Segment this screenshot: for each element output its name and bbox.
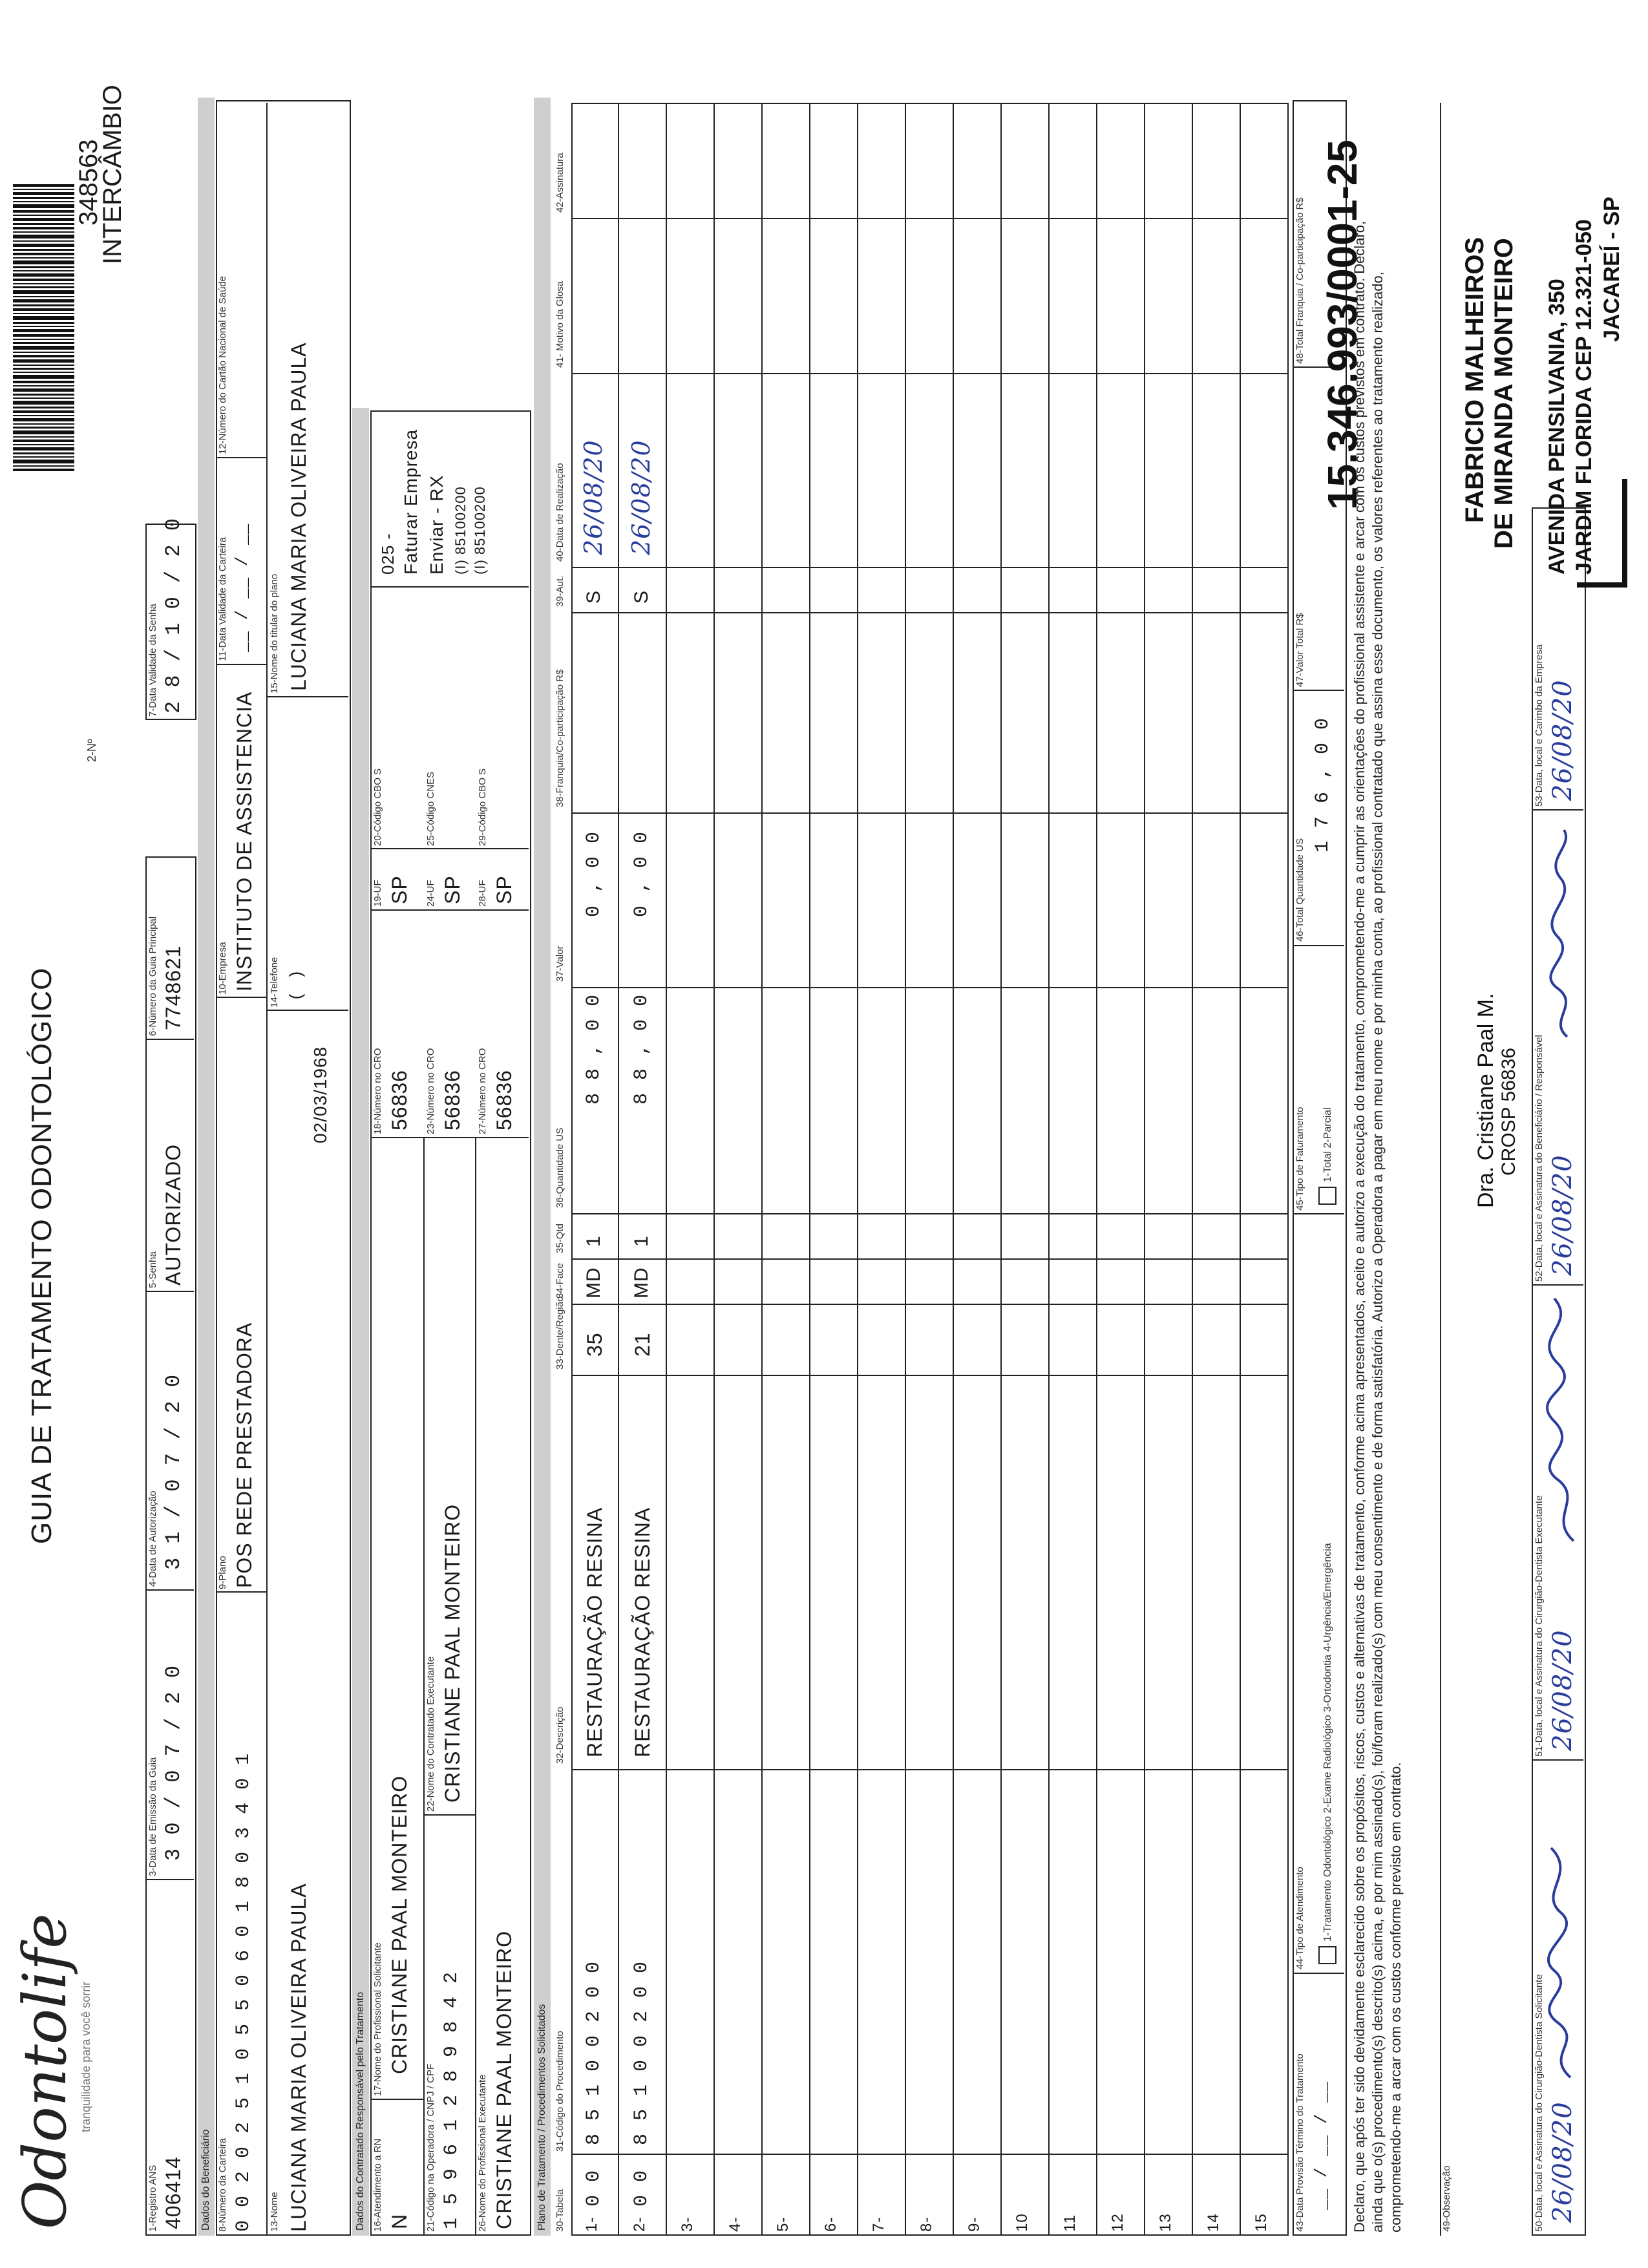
cbo-value: 025 - <box>378 533 397 575</box>
row-number: 6- <box>822 2216 840 2232</box>
table-row <box>1002 103 1050 2236</box>
validade-senha-label: 7-Data Validade da Senha <box>147 604 158 717</box>
uf-label: 19-UF <box>372 880 383 907</box>
form-title: GUIA DE TRATAMENTO ODONTOLÓGICO <box>26 967 58 1544</box>
hdr-franquia: 38-Franquia/Co-participação R$ <box>555 669 565 807</box>
cro3-label: 27-Número no CRO <box>477 1048 488 1134</box>
section-contratado: Dados do Contratado Responsável pelo Tratamento <box>352 408 369 2236</box>
solicitante-label: 17-Nome do Profissional Solicitante <box>372 1942 383 2096</box>
hdr-data-realizacao: 40-Data de Realização <box>555 463 565 562</box>
cell-descricao: RESTAURAÇÃO RESINA <box>631 1507 654 1757</box>
contratado-exec: CRISTIANE PAAL MONTEIRO <box>441 1503 464 1803</box>
row-number: 3- <box>679 2216 696 2232</box>
cbo2-label: 29-Código CBO S <box>477 768 488 846</box>
prof-exec-label: 26-Nome do Profissional Executante <box>477 2074 488 2232</box>
plano: POS REDE PRESTADORA <box>233 1322 256 1588</box>
logo <box>10 1913 93 2229</box>
hdr-qtd: 35-Qtd <box>555 1224 565 1253</box>
total-franquia-label: 48-Total Franquia / Co-participação R$ <box>1294 197 1305 364</box>
hdr-dente: 33-Dente/Região <box>555 1296 565 1370</box>
row-number: 7- <box>870 2216 887 2232</box>
company-stamp-line4: JARDIM FLORIDA CEP 12.321-050 <box>1572 219 1596 575</box>
row-number: 10 <box>1013 2213 1031 2232</box>
table-row <box>1241 103 1289 2236</box>
cell-dente: 35 <box>583 1332 606 1357</box>
row-number: 14 <box>1205 2213 1222 2232</box>
dentist-stamp-name: Dra. Cristiane Paal M. <box>1474 993 1498 1208</box>
note-faturar: Faturar Empresa <box>401 429 421 575</box>
data-emissao-label: 3-Data de Emissão da Guia <box>147 1757 158 1876</box>
cell-data-realizacao: 26/08/20 <box>627 440 655 555</box>
titular-label: 15-Nome do titular do plano <box>269 573 280 694</box>
table-row <box>906 103 954 2236</box>
cns-label: 12-Número do Cartão Nacional de Saúde <box>217 276 228 454</box>
validade-carteira: __ / __ / __ <box>233 523 252 652</box>
uf: SP <box>388 875 411 904</box>
prof-exec: CRISTIANE PAAL MONTEIRO <box>492 1930 516 2229</box>
cnes-label: 25-Código CNES <box>425 771 436 846</box>
telefone: ( ) <box>287 969 306 1001</box>
signature-scribble-3 <box>1538 827 1590 1040</box>
titular: LUCIANA MARIA OLIVEIRA PAULA <box>287 342 310 691</box>
cell-dente: 21 <box>631 1332 654 1357</box>
cell-aut: S <box>631 589 652 604</box>
sig-beneficiario-label: 52-Data, local e Assinatura do Beneficiário / Responsável <box>1534 1035 1545 1282</box>
row-number: 9- <box>966 2216 983 2232</box>
table-row <box>1097 103 1145 2236</box>
table-row <box>571 103 619 2236</box>
intercambio-label: INTERCÂMBIO <box>98 85 127 264</box>
cro2-label: 23-Número no CRO <box>425 1048 436 1134</box>
row-number: 5- <box>774 2216 792 2232</box>
table-row <box>1193 103 1241 2236</box>
logo-text: Odontolife <box>10 1913 79 2229</box>
contratado-exec-label: 22-Nome do Contratado Executante <box>425 1656 436 1812</box>
uf3-label: 28-UF <box>477 880 488 907</box>
nome-label: 13-Nome <box>269 2192 280 2232</box>
cell-valor: 0 , 0 0 <box>631 831 653 917</box>
telefone-label: 14-Telefone <box>269 957 280 1008</box>
cell-codigo: 8 5 1 0 0 2 0 0 <box>583 1960 605 2145</box>
hdr-assinatura: 42-Assinatura <box>555 153 565 213</box>
data-autorizacao: 3 1 / 0 7 / 2 0 <box>162 1373 185 1570</box>
tipo-faturamento-box[interactable] <box>1318 1187 1336 1205</box>
cell-aut: S <box>583 589 604 604</box>
cell-descricao: RESTAURAÇÃO RESINA <box>583 1507 606 1757</box>
sig-cirurgiao-exec-date: 26/08/20 <box>1548 1629 1578 1751</box>
carteira-label: 8-Número da Carteira <box>217 2137 228 2232</box>
hdr-codigo: 31-Código do Procedimento <box>555 2031 565 2152</box>
table-row <box>1050 103 1097 2236</box>
hdr-face: 34-Face <box>555 1262 565 1298</box>
cell-valor: 0 , 0 0 <box>583 831 605 917</box>
table-row <box>619 103 667 2236</box>
senha-label: 5-Senha <box>147 1251 158 1288</box>
registro-ans-label: 1-Registro ANS <box>147 2165 158 2232</box>
data-nascimento: 02/03/1968 <box>310 1046 330 1143</box>
cell-face: MD <box>583 1267 604 1298</box>
uf3: SP <box>492 875 516 904</box>
cell-tabela: 0 0 <box>583 2169 605 2207</box>
section-procedimentos: Plano de Tratamento / Procedimentos Solicitados <box>534 98 551 2236</box>
cell-data-realizacao: 26/08/20 <box>579 440 607 555</box>
row-number: 2- <box>631 2216 648 2232</box>
codigo-operadora-label: 21-Código na Operadora / CNPJ / CPF <box>425 2063 436 2232</box>
registro-ans: 406414 <box>162 2156 185 2229</box>
table-row <box>763 103 810 2236</box>
hdr-tabela: 30-Tabela <box>555 2189 565 2232</box>
empresa: INSTITUTO DE ASSISTENCIA <box>233 691 256 991</box>
cbo-label: 20-Código CBO S <box>372 768 383 846</box>
hdr-motivo-glosa: 41- Motivo da Glosa <box>555 281 565 368</box>
company-stamp-line2: DE MIRANDA MONTEIRO <box>1490 238 1518 549</box>
atendimento-rn-label: 16-Atendimento a RN <box>372 2138 383 2232</box>
senha: AUTORIZADO <box>162 1143 185 1286</box>
row-number: 8- <box>918 2216 935 2232</box>
hdr-descricao: 32-Descrição <box>555 1706 565 1764</box>
note-codigo-1: (I) 85100200 <box>452 486 469 575</box>
total-us-label: 46-Total Quantidade US <box>1294 838 1305 942</box>
sig-empresa-label: 53-Data, local e Carimbo da Empresa <box>1534 644 1545 807</box>
atendimento-rn: N <box>388 2213 411 2229</box>
hdr-qtd-us: 36-Quantidade US <box>555 1127 565 1208</box>
uf2-label: 24-UF <box>425 880 436 907</box>
validade-carteira-label: 11-Data Validade da Carteira <box>217 536 228 661</box>
barcode <box>13 109 74 471</box>
validade-senha: 2 8 / 1 0 / 2 0 <box>162 517 185 714</box>
previsao: __ / __ / __ <box>1312 2081 1331 2210</box>
previsao-label: 43-Data Provisão Término do Tratamento <box>1294 2053 1305 2232</box>
carteira: 0 0 2 0 2 5 1 0 5 5 0 6 0 1 8 0 3 4 0 1 <box>233 1752 255 2232</box>
cro: 56836 <box>388 1070 411 1130</box>
cro-label: 18-Número no CRO <box>372 1048 383 1134</box>
signature-scribble-1 <box>1538 1822 1590 2081</box>
observacao-label: 49-Observação <box>1441 2165 1452 2232</box>
guide-number: 348563 <box>74 139 103 226</box>
sig-beneficiario-date: 26/08/20 <box>1548 1154 1578 1276</box>
cell-codigo: 8 5 1 0 0 2 0 0 <box>631 1960 653 2145</box>
cro3: 56836 <box>492 1070 516 1130</box>
table-row <box>1145 103 1193 2236</box>
hdr-aut: 39-Aut. <box>555 575 565 607</box>
note-codigo-2: (I) 85100200 <box>472 486 488 575</box>
table-row <box>858 103 906 2236</box>
table-row <box>954 103 1002 2236</box>
tipo-atendimento-box[interactable] <box>1318 1946 1336 1964</box>
dentist-stamp-cro: CROSP 56836 <box>1498 1048 1519 1176</box>
data-emissao: 3 0 / 0 7 / 2 0 <box>162 1664 185 1861</box>
row-number: 15 <box>1252 2213 1270 2232</box>
sig-cirurgiao-label: 50-Data, local e Assinatura do Cirurgião-Dentista Solicitante <box>1534 1974 1545 2232</box>
signature-scribble-2 <box>1538 1286 1590 1544</box>
row-number: 13 <box>1157 2213 1174 2232</box>
cell-qtd-us: 8 8 , 0 0 <box>583 993 605 1105</box>
sig-cirurgiao-date: 26/08/20 <box>1548 2101 1578 2223</box>
company-stamp-line1: FABRICIO MALHEIROS <box>1461 237 1489 523</box>
guide-number-label: 2-Nº <box>85 739 98 762</box>
guia-principal-label: 6-Número da Guia Principal <box>147 916 158 1036</box>
cell-qtd-us: 8 8 , 0 0 <box>631 993 653 1105</box>
cell-tabela: 0 0 <box>631 2169 653 2207</box>
table-row <box>810 103 858 2236</box>
table-row <box>715 103 763 2236</box>
cro2: 56836 <box>441 1070 464 1130</box>
cell-qtd: 1 <box>583 1235 604 1247</box>
codigo-operadora: 1 5 9 6 1 2 8 9 8 4 2 <box>441 1971 463 2229</box>
cell-face: MD <box>631 1267 652 1298</box>
data-autorizacao-label: 4-Data de Autorização <box>147 1490 158 1587</box>
stamp-bracket <box>1577 479 1627 588</box>
empresa-label: 10-Empresa <box>217 942 228 995</box>
plano-label: 9-Plano <box>217 1556 228 1589</box>
nome: LUCIANA MARIA OLIVEIRA PAULA <box>287 1883 310 2232</box>
tipo-faturamento-options: 1-Total 2-Parcial <box>1322 1107 1333 1182</box>
cell-qtd: 1 <box>631 1235 652 1247</box>
tipo-atendimento-options: 1-Tratamento Odontológico 2-Exame Radiológico 3-Ortodontia 4-Urgência/Emergência <box>1322 1543 1333 1942</box>
section-beneficiario: Dados do Beneficiário <box>198 98 215 2236</box>
valor-total-label: 47-Valor Total R$ <box>1294 613 1305 687</box>
total-us: 1 7 6 , 0 0 <box>1312 717 1334 853</box>
row-number: 4- <box>726 2216 744 2232</box>
company-stamp-line5: JACAREÍ - SP <box>1600 196 1624 342</box>
company-stamp-cnpj: 15.346.993/0001-25 <box>1319 140 1366 510</box>
tipo-atendimento-label: 44-Tipo de Atendimento <box>1294 1867 1305 1969</box>
logo-tagline: tranquilidade para você sorrir <box>79 1981 92 2132</box>
company-stamp-line3: AVENIDA PENSILVANIA, 350 <box>1545 279 1569 575</box>
tipo-faturamento-label: 45-Tipo de Faturamento <box>1294 1107 1305 1211</box>
sig-cirurgiao-exec-label: 51-Data, local e Assinatura do Cirurgião-Dentista Executante <box>1534 1495 1545 1757</box>
uf2: SP <box>441 875 464 904</box>
table-row <box>667 103 715 2236</box>
row-number: 12 <box>1109 2213 1126 2232</box>
declaracao-text: Declaro, que após ter sido devidamente esclarecido sobre os propósitos, riscos, custos e alternativas de tratamento, conforme acima apresentados, aceito e autorizo a execução do tratamento, comprometendo-me a cumprir as orientações do profissional assistente e arcar com os custos previstos em contrato. Declaro, ainda que o(s) procedimento(s) descrito(s) acima, e por mim assinado(s), foi/foram realizado(s) com meu consentimento e de forma satisfatória. Autorizo a Operadora a pagar em meu nome e por minha conta, ao profissional contratado que assina esse documento, os valores referentes ao tratamento realizado, comprometendo-me a arcar com os custos conforme previsto em contrato. <box>1351 220 1404 2232</box>
guia-principal: 7748621 <box>162 945 185 1030</box>
row-number: 1- <box>583 2216 600 2232</box>
hdr-valor: 37-Valor <box>555 946 565 982</box>
solicitante: CRISTIANE PAAL MONTEIRO <box>388 1775 411 2074</box>
note-enviar-rx: Enviar - RX <box>427 474 447 575</box>
row-number: 11 <box>1061 2214 1079 2232</box>
sig-empresa-date: 26/08/20 <box>1548 679 1578 801</box>
